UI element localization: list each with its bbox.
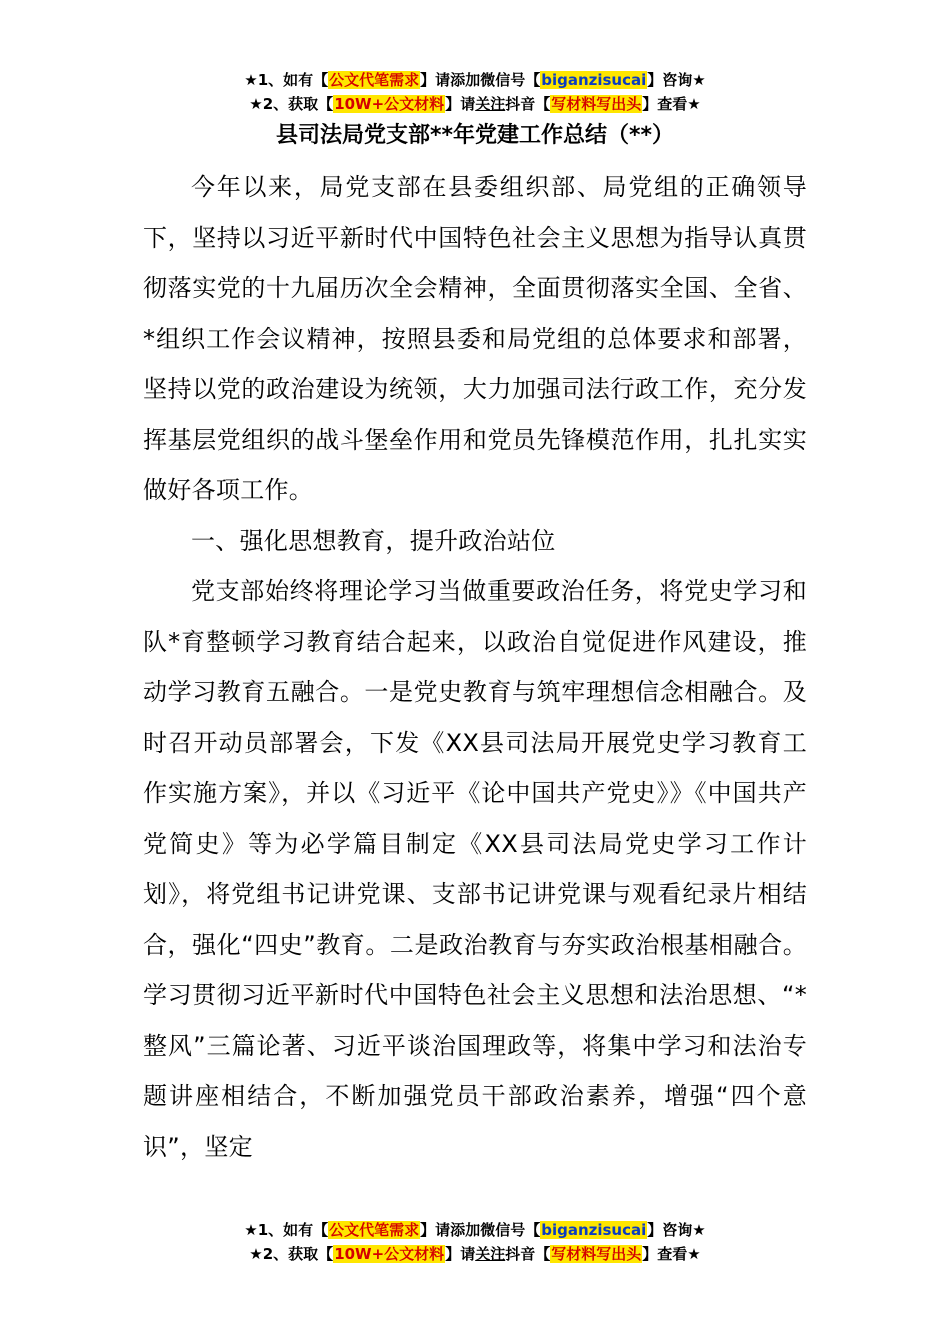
promo-footer (0, 1218, 950, 1266)
section-heading-1: 一、强化思想教育，提升政治站位 (191, 526, 556, 555)
paragraph-intro: 今年以来，局党支部在县委组织部、局党组的正确领导下，坚持以习近平新时代中国特色社会主义思想为指导认真贯彻落实党的十九届历次全会精神，全面贯彻落实全国、全省、*组织工作会议精神，按照县委和局党组的总体要求和部署，坚持以党的政治建设为统领，大力加强司法行政工作，充分发挥基层党组织的战斗堡垒作用和党员先锋模范作用，扎扎实实做好各项工作。 (143, 173, 807, 504)
promo-header (0, 68, 950, 116)
promo-highlight: 10W+公文材料 (334, 1245, 445, 1263)
promo-highlight: 公文代笔需求 (329, 71, 420, 89)
promo-line-1: ★1、如有【公文代笔需求】请添加微信号【biganzisucai】咨询★ (244, 1221, 706, 1239)
paragraph-section-1: 党支部始终将理论学习当做重要政治任务，将党史学习和队*育整顿学习教育结合起来，以政治自觉促进作风建设，推动学习教育五融合。一是党史教育与筑牢理想信念相融合。及时召开动员部署会，下发《XX县司法局开展党史学习教育工作实施方案》，并以《习近平《论中国共产党史》》《中国共产党简史》等为必学篇目制定《XX县司法局党史学习工作计划》，将党组书记讲党课、支部书记讲党课与观看纪录片相结合，强化“四史”教育。二是政治教育与夯实政治根基相融合。学习贯彻习近平新时代中国特色社会主义思想和法治思想、“*整风”三篇论著、习近平谈治国理政等，将集中学习和法治专题讲座相结合，不断加强党员干部政治素养，增强“四个意识”，坚定 (143, 577, 808, 1161)
promo-highlight: 公文代笔需求 (329, 1221, 420, 1239)
douyin-account: 写材料写出头 (551, 95, 642, 113)
document-body (143, 162, 807, 1172)
promo-line-2: ★2、获取【10W+公文材料】请关注抖音【写材料写出头】查看★ (249, 1245, 701, 1263)
wechat-id: biganzisucai (541, 71, 647, 89)
document-title: 县司法局党支部**年党建工作总结（**） (275, 123, 675, 148)
promo-line-1: ★1、如有【公文代笔需求】请添加微信号【biganzisucai】咨询★ (244, 71, 706, 89)
promo-line-2: ★2、获取【10W+公文材料】请关注抖音【写材料写出头】查看★ (249, 95, 701, 113)
wechat-id: biganzisucai (541, 1221, 647, 1239)
promo-highlight: 10W+公文材料 (334, 95, 445, 113)
douyin-account: 写材料写出头 (551, 1245, 642, 1263)
